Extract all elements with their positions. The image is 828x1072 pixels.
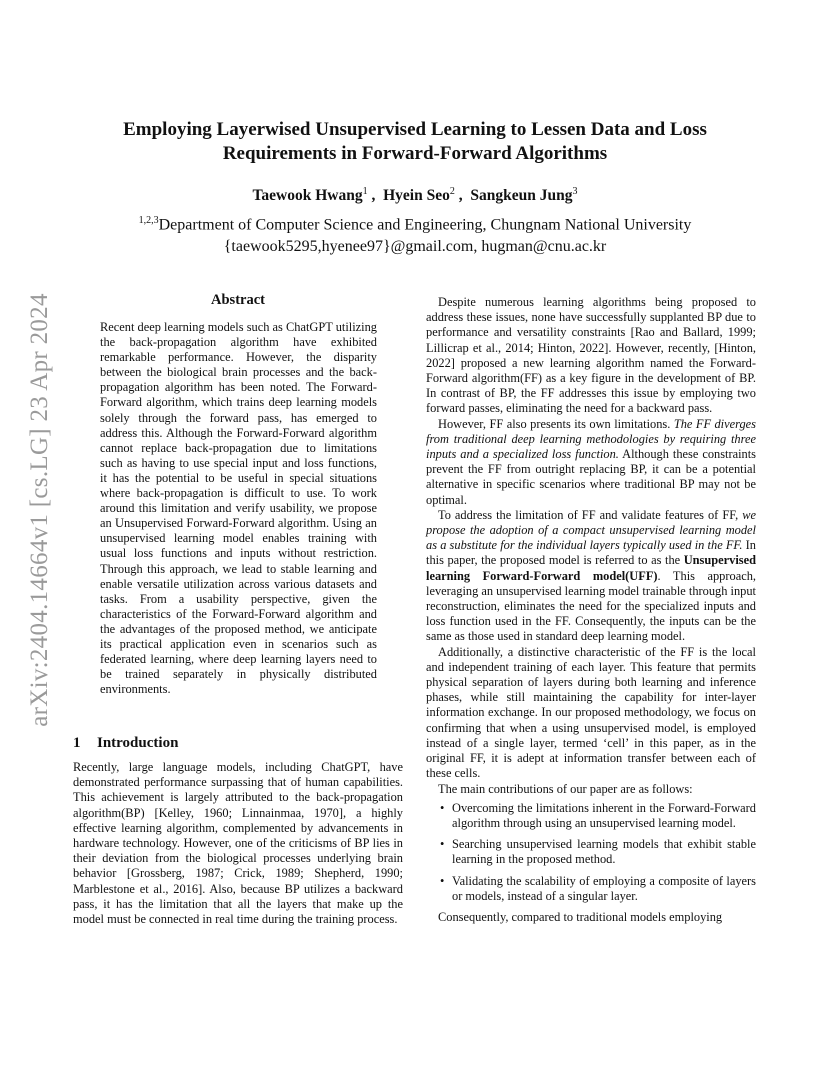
intro-column-left [73,760,403,927]
paragraph: The main contributions of our paper are as follows: [438,781,693,796]
emails: {taewook5295,hyenee97}@gmail.com, hugman@cnu.ac.kr [223,238,607,256]
contribution-list [426,801,756,904]
text-run: In this paper, the proposed model is referred to as the [426,538,756,568]
paragraph: Recently, large language models, including ChatGPT, have demonstrated performance surpassing that of human capabilities. This achievement is largely attributed to the back-propagation algorithm(BP) [Kelley, 1960; Linnainmaa, 1970], a highly effective learning algorithm, complemented by advancements in hardware technology. However, one of the criticisms of BP lies in their deviation from the biological processes underlying brain behavior [Grossberg, 1987; Crick, 1989; Shepherd, 1990; Marblestone et al., 2016]. Also, because BP utilizes a backward pass, it has the limitation that all the layers that make up the model must be connected in real time during the training process. [73,760,403,927]
abstract-body: Recent deep learning models such as ChatGPT utilizing the back-propagation algorithm have exhibited remarkable performance. However, the disparity between the biological brain processes and the back-propagation algorithm has been noted. The Forward-Forward algorithm, which trains deep learning models solely through the forward pass, has emerged to address this. Although the Forward-Forward algorithm cannot replace back-propagation due to limitations such as having to use special input and loss functions, it has the potential to be useful in special situations where back-propagation is difficult to use. To work around this limitation and verify usability, we propose an Unsupervised Forward-Forward algorithm. Using an unsupervised learning model enables training with usual loss functions and inputs without restriction. Through this approach, we lead to stable learning and enable versatile utilization across various datasets and tasks. From a usability perspective, given the characteristics of the Forward-Forward algorithm and the advantages of the proposed method, we anticipate its practical application even in scenarios such as federated learning, where deep learning layers need to be trained separately in physically distributed environments. [100,320,377,697]
author-list: Taewook Hwang$^1$ , Hyein Seo$^2$ , Sangkeun Jung$^3$ [252,186,578,205]
text-run-italic: we propose the adoption of a compact unsupervised learning model as a substitute for the individual layers typically used in the FF. [426,507,756,553]
paper-title: Employing Layerwised Unsupervised Learning to Lessen Data and Loss Requirements in Forward-Forward Algorithms [123,119,707,164]
paragraph: Despite numerous learning algorithms being proposed to address these issues, none have successfully supplanted BP due to performance and versatility constraints [Rao and Ballard, 1999; Lillicrap et al., 2014; Hinton, 2022]. However, recently, [Hinton, 2022] proposed a new learning algorithm named the Forward-Forward algorithm(FF) as a key figure in the development of BP. In contrast of BP, the FF addresses this issue by employing two forward passes, eliminating the need for a backward pass. [426,295,756,416]
list-item: • Searching unsupervised learning models that exhibit stable learning in the proposed method. [452,837,756,867]
section-heading [73,735,178,752]
author-sup: 1 [362,186,368,197]
paragraph: Additionally, a distinctive characteristic of the FF is the local and independent training of each layer. This feature that permits physical separation of layers during both learning and inference phases, while still maintaining the capability for inter-layer information exchange. In our proposed methodology, we focus on confirming that when a using unsupervised model, is employed instead of a single layer, termed ‘cell’ in this paper, as in the original FF, it is adept at information transfer between each of these cells. [426,644,756,781]
section-title: Introduction [97,735,179,751]
paragraph [426,508,756,645]
paragraph: Consequently, compared to traditional models employing [438,909,723,924]
author-sup: 3 [572,186,578,197]
author-name: Hyein Seo [383,187,450,205]
text-run: Although these constraints prevent the FF from outright replacing BP, it can be a potential alternative in specific scenarios where traditional BP may not be optimal. [426,447,756,507]
affil-text: Department of Computer Science and Engineering, Chungnam National University [158,216,692,234]
text-run: However, FF also presents its own limitations. [438,416,674,431]
list-item: • Validating the scalability of employing a composite of layers or models, instead of a singular layer. [452,874,756,904]
affil-sup: 1,2,3 [138,215,159,226]
list-item: • Overcoming the limitations inherent in the Forward-Forward algorithm through using an unsupervised learning model. [452,801,756,831]
text-run-bold: Unsupervised learning Forward-Forward model(UFF) [426,553,756,583]
arxiv-stamp [22,260,58,760]
abstract-heading: Abstract [211,292,265,308]
arxiv-id: arXiv:2404.14664v1 [cs.LG] 23 Apr 2024 [26,293,53,727]
text-run: . This approach, leveraging an unsupervised learning model trainable through input reconstruction, eliminates the need for the specialized inputs and loss function used in the FF. Consequently, the inputs can be the same as those used in standard deep learning model. [426,568,756,644]
text-run: To address the limitation of FF and validate features of FF, [438,507,743,522]
paragraph [426,417,756,508]
section-number: 1 [73,735,81,751]
author-sup: 2 [449,186,455,197]
author-name: Taewook Hwang [252,187,363,205]
affiliation [90,210,740,258]
text-run-italic: The FF diverges from traditional deep learning methodologies by requiring three inputs and a specialized loss function. [426,416,756,462]
author-name: Sangkeun Jung [470,187,573,205]
right-column [426,295,756,925]
